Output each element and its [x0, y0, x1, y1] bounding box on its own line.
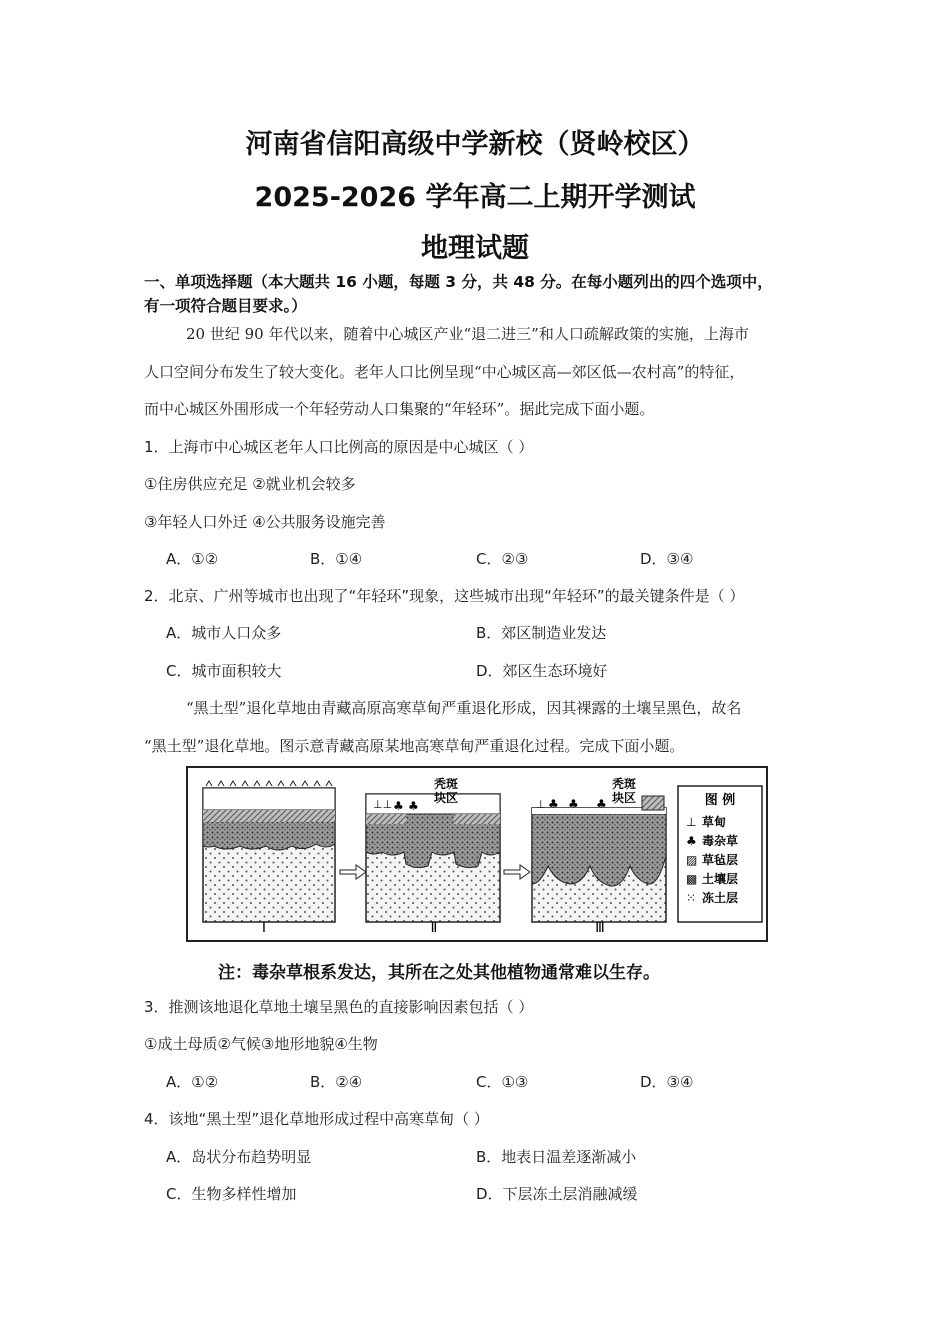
legend-symbol-weed-icon: ♣ [686, 834, 697, 848]
section-heading-line1: 一、单项选择题（本大题共 16 小题，每题 3 分，共 48 分。在每小题列出的四个选项中， [144, 273, 773, 291]
legend-title: 图 例 [704, 793, 736, 808]
q1-items-line2: ③年轻人口外迁 ④公共服务设施完善 [144, 513, 386, 531]
q1-option-d[interactable]: D．③④ [640, 550, 694, 568]
passage2-line2: “黑土型”退化草地。图示意青藏高原某地高寒草甸严重退化过程。完成下面小题。 [144, 737, 685, 755]
legend-symbol-felt-icon: ▨ [686, 853, 698, 867]
stage-label-3: Ⅲ [595, 920, 605, 936]
q1-option-b[interactable]: B．①④ [310, 550, 363, 568]
q2-option-c[interactable]: C．城市面积较大 [166, 662, 282, 680]
patch-label-bottom-3: 块区 [611, 791, 637, 805]
q2-stem: 2．北京、广州等城市也出现了“年轻环”现象，这些城市出现“年轻环”的最关键条件是（ ） [144, 587, 745, 605]
legend-item-permafrost: 冻土层 [702, 891, 739, 905]
q3-option-b[interactable]: B．②④ [310, 1073, 363, 1091]
q3-stem: 3．推测该地退化草地土壤呈黑色的直接影响因素包括（ ） [144, 998, 534, 1016]
q1-items-line1: ①住房供应充足 ②就业机会较多 [144, 475, 356, 493]
legend-symbol-meadow-icon: ⊥ [686, 815, 697, 829]
school-title: 河南省信阳高级中学新校（贤岭校区） [245, 129, 705, 160]
q1-option-a[interactable]: A．①② [166, 550, 219, 568]
q1-stem: 1．上海市中心城区老年人口比例高的原因是中心城区（ ） [144, 438, 534, 456]
svg-text:♣: ♣ [393, 799, 404, 813]
q3-items: ①成土母质②气候③地形地貌④生物 [144, 1035, 378, 1053]
q3-option-d[interactable]: D．③④ [640, 1073, 694, 1091]
passage1-line3: 而中心城区外围形成一个年轻劳动人口集聚的“年轻环”。据此完成下面小题。 [144, 400, 655, 418]
q4-option-d[interactable]: D．下层冻土层消融减缓 [476, 1185, 638, 1203]
section-heading-line2: 有一项符合题目要求。） [144, 297, 307, 315]
q3-option-a[interactable]: A．①② [166, 1073, 219, 1091]
figure-note: 注：毒杂草根系发达，其所在之处其他植物通常难以生存。 [218, 963, 660, 983]
passage2-line1: “黑土型”退化草地由青藏高原高寒草甸严重退化形成，因其裸露的土壤呈黑色，故名 [186, 699, 742, 717]
legend-item-soil: 土壤层 [702, 872, 739, 886]
legend-item-weed: 毒杂草 [702, 834, 739, 848]
q4-stem: 4．该地“黑土型”退化草地形成过程中高寒草甸（ ） [144, 1110, 489, 1128]
legend-box [678, 786, 762, 922]
legend-symbol-permafrost-icon: ⁙ [686, 891, 697, 905]
svg-text:⊥⊥: ⊥⊥ [373, 798, 393, 811]
degradation-diagram [186, 766, 768, 942]
passage1-line1: 20 世纪 90 年代以来，随着中心城区产业“退二进三”和人口疏解政策的实施，上海市 [186, 325, 749, 343]
svg-text:♣: ♣ [596, 797, 607, 811]
q2-option-a[interactable]: A．城市人口众多 [166, 624, 282, 642]
svg-text:♣: ♣ [568, 797, 579, 811]
patch-label-top-3: 秃斑 [611, 777, 637, 791]
q1-option-c[interactable]: C．②③ [476, 550, 529, 568]
legend-symbol-soil-icon: ▩ [686, 872, 698, 886]
legend-item-felt: 草毡层 [702, 853, 739, 867]
stage-1-block [203, 781, 335, 922]
svg-text:♣: ♣ [548, 797, 559, 811]
stage-label-1: Ⅰ [261, 920, 267, 936]
legend-item-meadow: 草甸 [702, 815, 727, 829]
stage-3-block [532, 796, 666, 922]
svg-text:♣: ♣ [408, 799, 419, 813]
q4-option-c[interactable]: C．生物多样性增加 [166, 1185, 297, 1203]
svg-text:⊥: ⊥ [536, 798, 546, 811]
q3-option-c[interactable]: C．①③ [476, 1073, 529, 1091]
patch-label-bottom-2: 块区 [433, 791, 459, 805]
stage-label-2: Ⅱ [430, 920, 438, 936]
exam-title: 2025-2026 学年高二上期开学测试 [254, 182, 696, 213]
q4-option-a[interactable]: A．岛状分布趋势明显 [166, 1148, 312, 1166]
stage-2-block [366, 794, 500, 922]
patch-label-top-2: 秃斑 [433, 777, 459, 791]
q2-option-d[interactable]: D．郊区生态环境好 [476, 662, 608, 680]
q4-option-b[interactable]: B．地表日温差逐渐减小 [476, 1148, 637, 1166]
subject-title: 地理试题 [421, 233, 529, 264]
q2-option-b[interactable]: B．郊区制造业发达 [476, 624, 607, 642]
passage1-line2: 人口空间分布发生了较大变化。老年人口比例呈现“中心城区高—郊区低—农村高”的特征， [144, 363, 745, 381]
